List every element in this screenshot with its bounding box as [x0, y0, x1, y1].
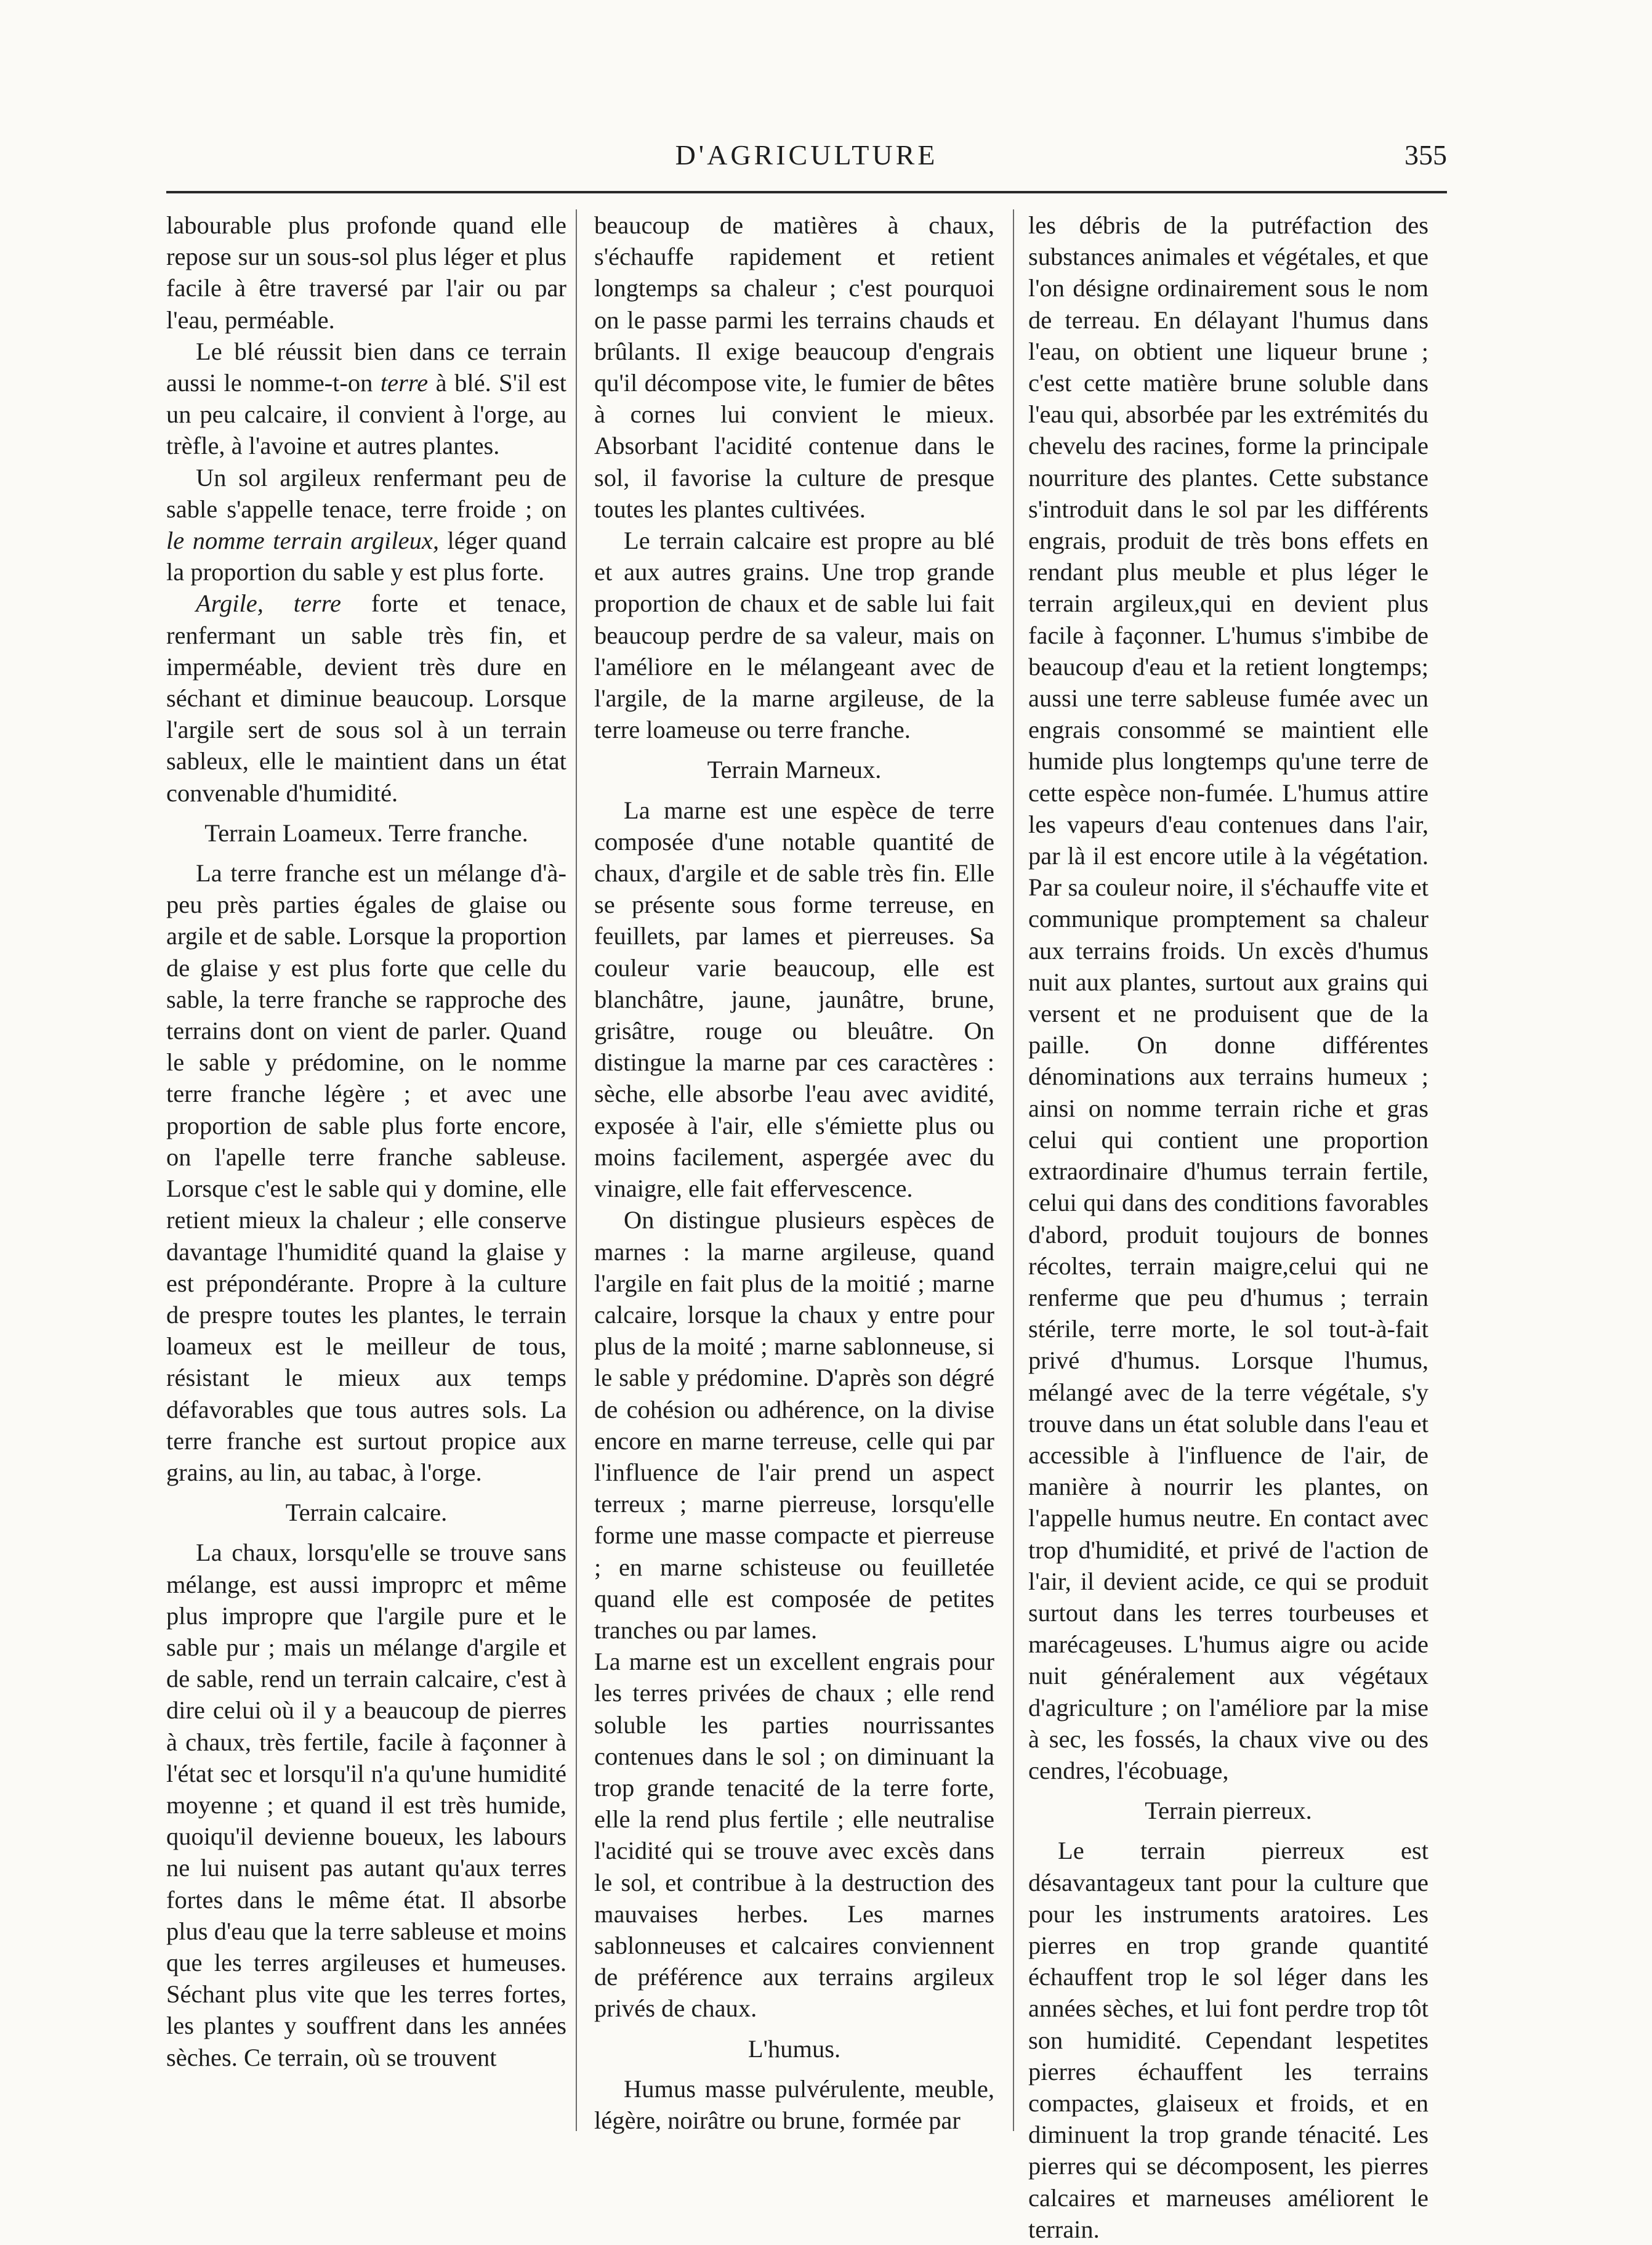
paragraph: La terre franche est un mélange d'à-peu près parties égales de glaise ou argile et de sable. Lorsque la proportion de glaise y est plus forte que celle du sable, la terre franche se rapproche des terrains dont on vient de parler. Quand le sable y prédomine, on le nomme terre franche légère ; et avec une proportion de sable plus forte encore, on l'apelle terre franche sableuse. Lorsque c'est le sable qui y domine, elle retient mieux la chaleur ; elle conserve davantage l'humidité quand la glaise y est prépondérante. Propre à la culture de prespre toutes les plantes, le terrain loameux est le meilleur de tous, résistant le mieux aux temps défavorables que tous autres sols. La terre franche est surtout propice aux grains, au lin, au tabac, à l'orge. [166, 859, 566, 1486]
running-head: D'AGRICULTURE [675, 139, 938, 171]
paragraph: La marne est une espèce de terre composée d'une notable quantité de chaux, d'argile et de sable très fin. Elle se présente sous forme terreuse, en feuillets, par lames et pierreuses. Sa couleur varie beaucoup, elle est blanchâtre, jaune, jaunâtre, brune, grisâtre, rouge ou bleuâtre. On distingue la marne par ces caractères : sèche, elle absorbe l'eau avec avidité, exposée à l'air, elle s'émiette plus ou moins facilement, aspergée avec du vinaigre, elle fait effervescence. [594, 796, 994, 1203]
paragraph: les débris de la putréfaction des substances animales et végétales, et que l'on désigne ordinairement sous le nom de terreau. En délayant l'humus dans l'eau, on obtient une liqueur brune ; c'est cette matière brune soluble dans l'eau qui, absorbée par les extrémités du chevelu des racines, forme la principale nourriture des plantes. Cette substance s'introduit dans le sol par les différents engrais, produit de très bons effets en rendant plus meuble et plus léger le terrain argileux,qui en devient plus facile à façonner. L'humus s'imbibe de beaucoup d'eau et la retient longtemps; aussi une terre sableuse fumée avec un engrais consommé se maintient elle humide plus longtemps qu'une terre de cette espèce non-fumée. L'humus attire les vapeurs d'eau contenues dans l'air, par là il est encore utile à la végétation. Par sa couleur noire, il s'échauffe vite et communique promptement sa chaleur aux terrains froids. Un excès d'humus nuit aux plantes, surtout aux grains qui versent et ne produisent que de la paille. On donne différentes dénominations aux terrains humeux ; ainsi on nomme terrain riche et gras celui qui contient une proportion extraordinaire d'humus terrain fertile, celui qui dans des conditions favorables d'abord, produit toujours de bonnes récoltes, terrain maigre,celui qui ne renferme que peu d'humus ; terrain stérile, terre morte, le sol tout-à-fait privé d'humus. Lorsque l'humus, mélangé avec de la terre végétale, s'y trouve dans un état soluble dans l'eau et accessible à l'influence de l'air, de manière à nourrir les plantes, on l'appelle humus neutre. En contact avec trop d'humidité, et privé de l'action de l'air, il devient acide, ce qui se produit surtout dans les terres tourbeuses et marécageuses. L'humus aigre ou acide nuit généralement aux végétaux d'agriculture ; on l'améliore par la mise à sec, les fossés, la chaux vive ou des cendres, l'écobuage, [1028, 211, 1428, 1784]
section-heading: Terrain Marneux. [707, 756, 882, 784]
paragraph: Le terrain calcaire est propre au blé et aux autres grains. Une trop grande proportion de chaux et de sable lui fait beaucoup perdre de sa valeur, mais on l'améliore en le mélangeant avec de l'argile, de la marne argileuse, de la terre loameuse ou terre franche. [594, 527, 994, 744]
paragraph: La marne est un excellent engrais pour les terres privées de chaux ; elle rend soluble les parties nourrissantes contenues dans le sol ; on diminuant la trop grande tenacité de la terre forte, elle la rend plus fertile ; elle neutralise l'acidité qui se trouve avec excès dans le sol, et contribue à la destruction des mauvaises herbes. Les marnes sablonneuses et calcaires conviennent de préférence aux terrains argileux privés de chaux. [594, 1648, 994, 2023]
paragraph: Le terrain pierreux est désavantageux tant pour la culture que pour les instruments aratoires. Les pierres en trop grande quantité échauffent trop le sol léger dans les années sèches, et lui font perdre trop tôt son humidité. Cependant lespetites pierres échauffent les terrains compactes, glaiseux et froids, et en diminuent la trop grande ténacité. Les pierres qui se décomposent, les pierres calcaires et marneuses améliorent le terrain. [1028, 1837, 1428, 2243]
column-3 [1028, 209, 1428, 2245]
paragraph: La chaux, lorsqu'elle se trouve sans mélange, est aussi improprc et même plus impropre que l'argile pure et le sable pur ; mais un mélange d'argile et de sable, rend un terrain calcaire, c'est à dire celui où il y a beaucoup de pierres à chaux, très fertile, facile à façonner à l'état sec et lorsqu'il n'a qu'une humidité moyenne ; et quand il est très humide, quoiqu'il devienne boueux, les labours ne lui nuisent pas autant qu'aux terres fortes dans le même état. Il absorbe plus d'eau que la terre sableuse et moins que les terres argileuses et humeuses. Séchant plus vite que les terres fortes, les plantes y souffrent dans les années sèches. Ce terrain, où se trouvent [166, 1539, 566, 2071]
column-divider [576, 209, 577, 2131]
section-heading: L'humus. [747, 2034, 841, 2063]
column-divider [1013, 209, 1014, 2131]
page-header [166, 139, 1447, 182]
paragraph: Un sol argileux renfermant peu de sable s'appelle tenace, terre froide ; on le nomme terrain argileux, léger quand la proportion du sable y est plus forte. [166, 463, 566, 586]
header-rule [166, 191, 1447, 193]
section-heading: Terrain pierreux. [1145, 1797, 1312, 1825]
paragraph: Humus masse pulvérulente, meuble, légère, noirâtre ou brune, formée par [594, 2074, 994, 2134]
paragraph: beaucoup de matières à chaux, s'échauffe rapidement et retient longtemps sa chaleur ; c'est pourquoi on le passe parmi les terrains chauds et brûlants. Il exige beaucoup d'engrais qu'il décompose vite, le fumier de bêtes à cornes lui convient le mieux. Absorbant l'acidité contenue dans le sol, il favorise la culture de presque toutes les plantes cultivées. [594, 211, 994, 523]
page-number: 355 [1404, 139, 1447, 171]
paragraph: Argile, terre forte et tenace, renfermant un sable très fin, et imperméable, devient très dure en séchant et diminue beaucoup. Lorsque l'argile sert de sous sol à un terrain sableux, elle le maintient dans un état convenable d'humidité. [166, 589, 567, 807]
column-1 [166, 209, 566, 2073]
section-heading: Terrain Loameux. Terre franche. [204, 819, 528, 847]
column-2 [594, 209, 994, 2136]
paragraph: labourable plus profonde quand elle repose sur un sous-sol plus léger et plus facile à être traversé par l'air ou par l'eau, perméable. [166, 211, 566, 334]
paragraph: On distingue plusieurs espèces de marnes : la marne argileuse, quand l'argile en fait plus de la moitié ; marne calcaire, lorsque la chaux y entre pour plus de la moité ; marne sablonneuse, si le sable y prédomine. D'après son dégré de cohésion ou adhérence, on la divise encore en marne terreuse, celle qui par l'influence de l'air prend un aspect terreux ; marne pierreuse, lorsqu'elle forme une masse compacte et pierreuse ; en marne schisteuse ou feuilletée quand elle est composée de petites tranches ou par lames. [594, 1206, 994, 1644]
section-heading: Terrain calcaire. [285, 1499, 448, 1527]
paragraph: Le blé réussit bien dans ce terrain aussi le nomme-t-on terre à blé. S'il est un peu calcaire, il convient à l'orge, au trèfle, à l'avoine et autres plantes. [166, 337, 566, 460]
